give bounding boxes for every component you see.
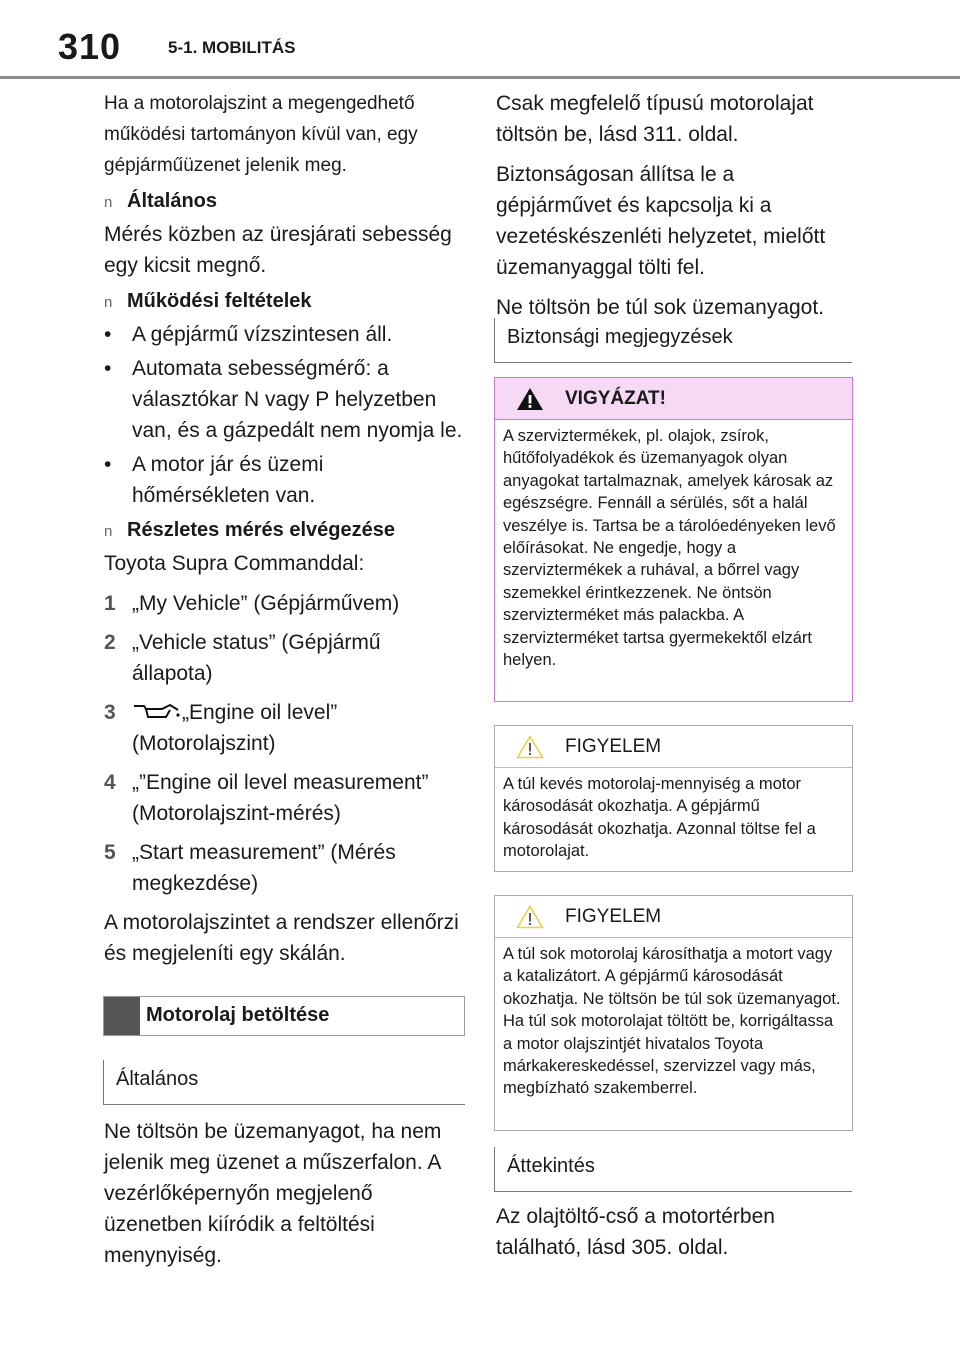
intro-paragraph: Ha a motorolajszint a megengedhető működési tartományon kívül van, egy gépjárműüzenet jelenik meg.: [104, 93, 418, 176]
notice-triangle-icon: [516, 905, 544, 929]
sub-heading-general: Általános: [103, 1060, 465, 1105]
section-heading: Motorolaj betöltése: [146, 1004, 330, 1026]
notice-triangle-icon: [516, 735, 544, 759]
page-header: [0, 0, 960, 78]
subheading-conditions: [104, 290, 464, 313]
paragraph: Biztonságosan állítsa le a gépjárművet és kapcsolja ki a vezetéskészenléti helyzetet, mielőtt üzemanyaggal tölti fel.: [496, 163, 826, 279]
page-number: 310: [58, 26, 122, 67]
paragraph: Csak megfelelő típusú motorolajat töltsön be, lásd 311. oldal.: [496, 92, 814, 146]
step-item: 2 „Vehicle status” (Gépjármű állapota): [104, 631, 381, 685]
notice-header: [495, 896, 852, 938]
safety-heading: Biztonsági megjegyzések: [494, 318, 852, 363]
left-column: [104, 88, 464, 978]
step-item: 4 „”Engine oil level measurement” (Motorolajszint-mérés): [104, 771, 429, 825]
step-item: 3 „Engine oil level” (Motorolajszint): [104, 701, 338, 755]
paragraph: Toyota Supra Commanddal:: [104, 552, 365, 575]
step-list: [104, 588, 464, 899]
bullet-list: [104, 319, 464, 511]
overview-heading: Áttekintés: [494, 1147, 852, 1192]
subheading-marker: n: [104, 194, 113, 211]
subheading-text: Általános: [127, 190, 218, 212]
subheading-general: [104, 190, 464, 213]
notice-title: FIGYELEM: [565, 905, 662, 927]
step-item: 5 „Start measurement” (Mérés megkezdése): [104, 841, 396, 895]
refuel-paragraph: Ne töltsön be üzemanyagot, ha nem jelenik meg üzenet a műszerfalon. A vezérlőképernyőn megjelenő üzenetben kiíródik a feltöltési menynyiség.: [104, 1120, 442, 1267]
section-block: [104, 997, 140, 1035]
notice-body: A túl kevés motorolaj-mennyiség a motor károsodását okozhatja. A gépjármű károsodását okozhatja. Azonnal töltse fel a motorolajat.: [503, 775, 816, 861]
paragraph: Ne töltsön be túl sok üzemanyagot.: [496, 296, 825, 319]
list-item: • A gépjármű vízszintesen áll.: [104, 323, 393, 346]
warning-header: [495, 378, 852, 420]
warning-triangle-icon: [516, 387, 544, 411]
step-item: 1 „My Vehicle” (Gépjárművem): [104, 592, 400, 615]
header-rule: [0, 76, 960, 79]
section-heading-bar: [103, 996, 465, 1036]
subheading-marker: n: [104, 523, 113, 540]
notice-box: [494, 725, 853, 872]
warning-box: [494, 377, 853, 702]
list-item: • A motor jár és üzemi hőmérsékleten van.: [104, 453, 324, 507]
right-column-text: [496, 88, 852, 332]
notice-title: FIGYELEM: [565, 735, 662, 757]
notice-body: A túl sok motorolaj károsíthatja a motort vagy a katalizátort. A gépjármű károsodását okozhatja. Ne töltsön be túl sok üzemanyagot. Ha túl sok motorolajat töltött be, korrigáltassa a motor olajszintjét hivatalos Toyota márkakereskedéssel, szervizzel vagy más, megbízható szakemberrel.: [503, 945, 841, 1098]
list-item: • Automata sebességmérő: a választókar N vagy P helyzetben van, és a gázpedált nem nyomja le.: [104, 357, 463, 442]
warning-title: VIGYÁZAT!: [565, 387, 666, 409]
oil-can-icon: [132, 701, 182, 721]
subheading-text: Részletes mérés elvégezése: [127, 519, 395, 541]
notice-header: [495, 726, 852, 768]
warning-body: A szerviztermékek, pl. olajok, zsírok, hűtőfolyadékok és üzemanyagok olyan anyagokat tartalmaznak, amelyek károsak az egészségre. Fennáll a sérülés, sőt a halál veszélye is. Tartsa be a tárolóedényeken levő előírásokat. Ne engedje, hogy a szerviztermékek a ruhával, a bőrrel vagy szemekkel érintkezzenek. Ne öntsön szervizterméket más palackba. A szervizterméket tartsa gyermekektől elzárt helyen.: [503, 427, 836, 670]
section-title: 5-1. MOBILITÁS: [168, 38, 296, 57]
paragraph: A motorolajszintet a rendszer ellenőrzi és megjeleníti egy skálán.: [104, 911, 459, 965]
overview-paragraph: Az olajtöltő-cső a motortérben található, lásd 305. oldal.: [496, 1205, 775, 1259]
subheading-marker: n: [104, 294, 113, 311]
subheading-text: Működési feltételek: [127, 290, 312, 312]
subheading-detailed: [104, 519, 464, 542]
notice-box: [494, 895, 853, 1131]
paragraph: Mérés közben az üresjárati sebesség egy kicsit megnő.: [104, 223, 452, 277]
